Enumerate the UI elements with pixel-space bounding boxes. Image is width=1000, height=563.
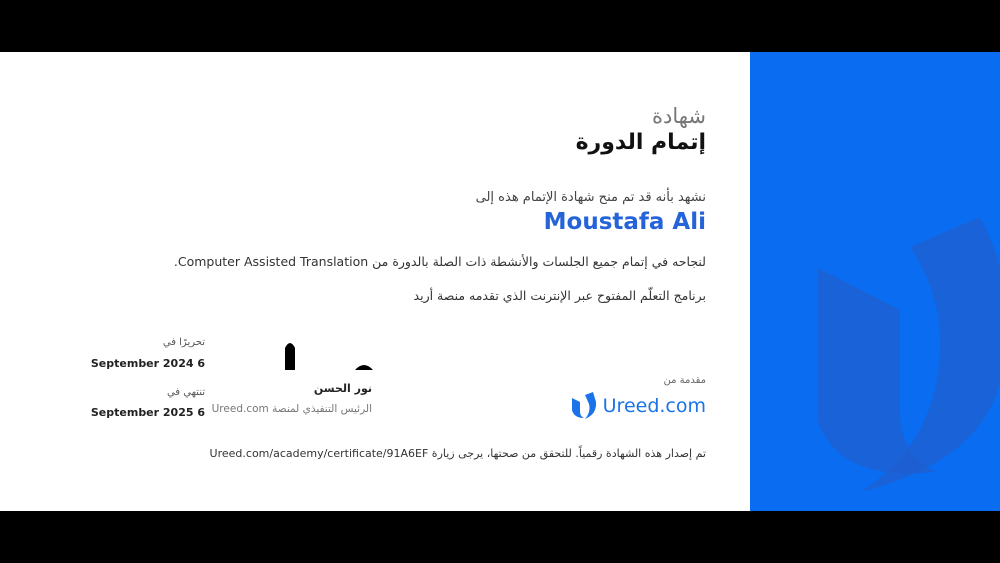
certificate-title: شهادة (651, 104, 706, 128)
signer-role: الرئيس التنفيذي لمنصة Ureed.com (211, 403, 372, 415)
issued-date: September 2024 6 (90, 357, 205, 370)
logo-text: Ureed.com (602, 395, 706, 417)
program-text: برنامج التعلّم المفتوح عبر الإنترنت الذي تقدمه منصة أريد (413, 288, 706, 303)
brand-watermark-icon (750, 52, 1000, 511)
recipient-name: Moustafa Ali (543, 209, 706, 235)
brand-panel (750, 52, 1000, 511)
ureed-logo-icon (571, 392, 597, 420)
certificate-subtitle: إتمام الدورة (575, 130, 706, 155)
ureed-logo (571, 392, 706, 420)
expires-date: September 2025 6 (90, 406, 205, 419)
intro-text: نشهد بأنه قد تم منح شهادة الإتمام هذه إلى (475, 190, 706, 205)
certificate (0, 52, 1000, 511)
expires-label: تنتهي في (166, 387, 205, 398)
signer-name: نور الحسن (313, 382, 372, 395)
signature-image (280, 340, 380, 370)
course-text: لنجاحه في إتمام جميع الجلسات والأنشطة ذات الصلة بالدورة من Computer Assisted Translation. (173, 254, 706, 269)
verification-text: تم إصدار هذه الشهادة رقمياً. للتحقق من صحتها، يرجى زيارة Ureed.com/academy/certificate/91A6EF (209, 447, 706, 460)
issued-label: تحريرًا في (162, 337, 205, 348)
presented-by-label: مقدمة من (663, 375, 706, 386)
